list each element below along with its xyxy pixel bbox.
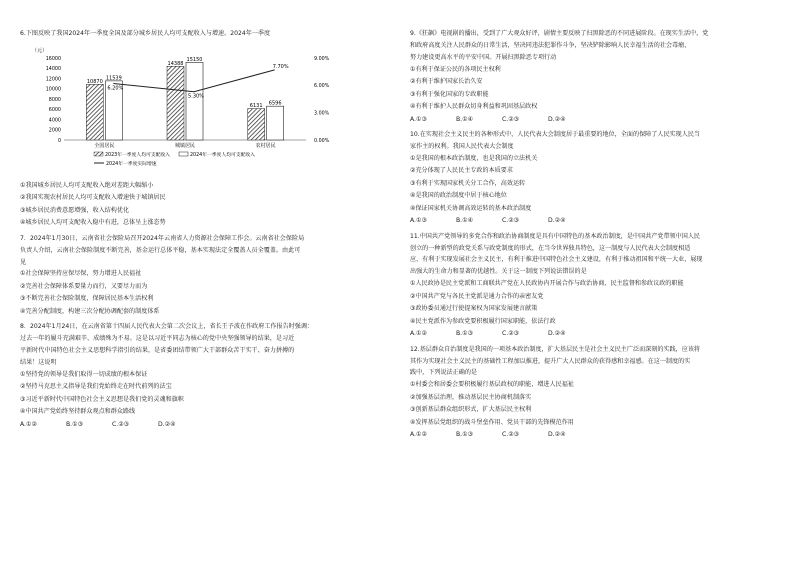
bar-2023	[248, 108, 265, 139]
q6-option-2[interactable]: ②我国实现农村居民人均可支配收入增速快于城镇居民	[20, 194, 166, 202]
category-label: 城镇居民	[174, 142, 196, 149]
q11-choice-c[interactable]: C.②③	[502, 330, 520, 338]
q6-option-3[interactable]: ③城乡居民消费意愿增强，收入结构优化	[20, 206, 130, 214]
y2-tick-label: 0.00%	[314, 138, 330, 144]
bar-2024-label: 15150	[186, 56, 203, 63]
bar-2023	[167, 66, 184, 140]
q8-stem-line-4: 结果！这说明	[20, 359, 57, 366]
q8-choice-b[interactable]: B.①③	[66, 420, 84, 428]
q10-option-5[interactable]: ④保证国家机关协调高效运转的基本政治制度	[410, 204, 532, 212]
question-11	[410, 231, 772, 341]
legend-2024: 2024年一季度人均可支配收入	[190, 152, 255, 158]
q10-option-1[interactable]: ①是我国的根本政治制度，也是我国的立法机关	[410, 154, 538, 162]
q8-choice-d[interactable]: D.②④	[158, 420, 176, 428]
q9-choices	[410, 114, 772, 126]
q10-choice-a[interactable]: A.①③	[410, 217, 427, 225]
q10-stem-line-2: 家作主的权利。我国人民代表大会制度	[410, 142, 514, 150]
growth-label: 7.70%	[272, 63, 289, 70]
q10-choice-d[interactable]: D.②④	[548, 217, 566, 225]
q11-option-3[interactable]: ③政协委员通过行使提案权为国家发展建言献策	[410, 305, 538, 313]
bar-2023	[86, 84, 103, 140]
q10-choices	[410, 215, 772, 227]
y-tick-label: 8000	[48, 97, 61, 103]
q11-choice-a[interactable]: A.①②	[410, 330, 427, 338]
category-label: 全国居民	[94, 142, 115, 149]
income-chart-svg	[24, 44, 330, 174]
q12-choice-b[interactable]: B.①③	[456, 431, 474, 439]
q7-stem-line-1: 7．2024年1月30日，云南省社会保险局召开2024年云南省人力资源社会保障工作会。云南省社会保险局	[20, 234, 305, 242]
bar-2024	[186, 62, 203, 140]
y-tick-label: 16000	[45, 56, 61, 62]
bar-2023-label: 6131	[249, 102, 263, 109]
y-tick-label: 12000	[45, 77, 61, 83]
y-axis-label: （元）	[32, 47, 48, 54]
q9-option-1[interactable]: ①有利于保证公民的各项民主权利	[410, 65, 501, 73]
q7-stem-line-3: 见	[20, 258, 27, 266]
q11-option-2[interactable]: ②中国共产党与各民主党派是通力合作的亲密友党	[410, 292, 544, 300]
question-10	[410, 129, 772, 228]
q12-option-1[interactable]: ①村委会和居委会要积极履行基层政权的职能，增进人民福祉	[410, 381, 574, 389]
bar-2023-label: 14388	[167, 60, 184, 67]
y2-tick-label: 9.00%	[314, 56, 330, 62]
question-8	[20, 321, 378, 431]
q8-choice-a[interactable]: A.①②	[20, 420, 37, 428]
q7-stem-line-2: 负责人介绍，云南社会保险制度不断完善，基金运行总体平稳，基本实现法定全覆盖人员全覆盖。由此可	[20, 246, 301, 254]
q11-stem-line-4: 出强大的生命力和显著的优越性。关于这一制度下列说法错误的是	[410, 268, 587, 276]
q7-option-1[interactable]: ①社会保障坚持应保尽保，努力增进人民福祉	[20, 270, 142, 278]
q12-stem-line-2: 其作为实现社会主义民主的基础性工程加以推进，提升广大人民群众的获得感和幸福感。在这一制度的实	[410, 357, 691, 365]
y2-tick-label: 6.00%	[314, 84, 330, 90]
q12-stem-line-1: 12.基层群众自治制度是我国的一项基本政治制度，扩大基层民主是社会主义民主广泛而深刻的实践，应该将	[410, 345, 701, 353]
q7-option-2[interactable]: ②完善社会保障体系要量力而行，又要尽力而为	[20, 282, 148, 290]
q8-choices	[20, 419, 378, 431]
q12-option-3[interactable]: ③创新基层群众组织形式，扩大基层民主权利	[410, 406, 532, 414]
q6-option-1[interactable]: ①我国城乡居民人均可支配收入绝对差距大幅缩小	[20, 181, 154, 189]
q10-option-2[interactable]: ②充分体现了人民民主专政的本质要求	[410, 167, 513, 175]
y-tick-label: 6000	[48, 107, 61, 113]
q9-option-2[interactable]: ②有利于维护国家长治久安	[410, 78, 483, 86]
q6-chart	[24, 44, 330, 174]
q6-option-4[interactable]: ④城乡居民人均可支配收入稳中有进，总体呈上涨态势	[20, 219, 166, 227]
q12-choice-a[interactable]: A.①②	[410, 431, 427, 439]
category-label: 农村居民	[255, 142, 276, 149]
q9-stem-line-3: 努力建设更高水平的平安中国。开展扫黑除恶专项行动	[410, 53, 557, 61]
bar-2024	[267, 106, 284, 140]
q9-choice-d[interactable]: D.②④	[548, 115, 566, 123]
question-12	[410, 344, 772, 442]
right-column	[410, 28, 772, 445]
question-9	[410, 28, 772, 126]
bar-2024-label: 6596	[268, 100, 282, 107]
q10-choice-c[interactable]: C.②③	[502, 217, 520, 225]
y-tick-label: 0	[57, 138, 61, 144]
left-column	[20, 28, 378, 434]
q11-option-1[interactable]: ①人民政协是民主党派和工商联共产党在人民政协内开展合作与政治协商、民主监督和参政议政的职能	[410, 280, 684, 288]
bar-2024-label: 11539	[105, 75, 122, 82]
q11-stem-line-3: 应，有利于实现发展社会主义民主，有利于推进中国特色社会主义建设，有利于推动祖国和平统一大业，展现	[410, 256, 703, 264]
q11-stem-line-2: 创立的一种新型的政党关系与政党制度的形式，在当今世界独具特色，这一制度与人民代表大会制度相适	[410, 244, 691, 252]
y-tick-label: 2000	[48, 128, 61, 134]
q9-choice-c[interactable]: C.②③	[502, 115, 520, 123]
q12-choice-c[interactable]: C.②③	[502, 431, 520, 439]
q8-option-1[interactable]: ①坚持党的领导是我们取得一切成绩的根本保证	[20, 370, 148, 378]
q8-stem-line-1: 8．2024年1月24日，在云南省第十四届人民代表大会第二次会议上，省长王予波在作政府工作报告时强调：	[20, 323, 314, 331]
q12-choices	[410, 429, 772, 441]
y-tick-label: 10000	[45, 87, 61, 93]
q7-option-3[interactable]: ③不断完善社会保险制度，保障居民基本生活权利	[20, 295, 154, 303]
y-tick-label: 14000	[45, 66, 61, 72]
growth-label: 5.30%	[188, 93, 204, 100]
q12-choice-d[interactable]: D.②④	[548, 431, 566, 439]
legend-growth: 2024年一季度实际增速	[106, 161, 157, 167]
q9-stem-line-1: 9.《狂飙》电视剧的播出，受到了广大观众好评，剧情主要反映了扫黑除恶的不同进展阶段。在现实生活中，党	[410, 30, 709, 37]
q9-option-3[interactable]: ③有利于强化国家的专政职能	[410, 90, 489, 98]
q9-choice-a[interactable]: A.①③	[410, 115, 427, 123]
q12-option-4[interactable]: ④发挥基层党组织的战斗堡垒作用、党员干部的先锋模范作用	[410, 418, 574, 426]
q9-option-4[interactable]: ④有利于维护人民群众切身利益和巩固基层政权	[410, 103, 538, 111]
bar-2023-label: 10870	[86, 78, 103, 85]
legend-2023: 2023年一季度人均可支配收入	[105, 152, 170, 158]
question-7	[20, 233, 378, 319]
q10-stem-line-1: 10.在实现社会主义民主的各种形式中，人民代表大会制度居于最重要的地位，全面的保障了人民实现人民当	[410, 131, 701, 139]
q8-option-4[interactable]: ④中国共产党始终坚持群众观点和群众路线	[20, 408, 136, 416]
q8-stem-line-2: 过去一年的履斗充满艰辛、成绩殊为不易。这是以习近平同志为核心的党中央坚强领导的结果，是习近	[20, 335, 295, 343]
q8-option-3[interactable]: ③习近平新时代中国特色社会主义思想是我们党的灵魂和旗帜	[20, 395, 184, 403]
q8-choice-c[interactable]: C.②③	[112, 420, 130, 428]
q10-choice-b[interactable]: B.①④	[456, 217, 474, 225]
q7-option-4[interactable]: ④完善分配制度，构建三次分配协调配套的制度体系	[20, 307, 160, 315]
q9-choice-b[interactable]: B.①④	[456, 115, 474, 123]
q11-choice-d[interactable]: D.②④	[548, 330, 566, 338]
q12-stem-line-3: 践中，下列说法正确的是	[410, 369, 478, 377]
q11-stem-line-1: 11.中国共产党领导的多党合作和政治协商制度是具有中国特色的基本政治制度，是中国共产党带领中国人民	[410, 232, 701, 240]
legend-swatch-2024	[179, 152, 188, 156]
q11-choice-b[interactable]: B.①③	[456, 330, 474, 338]
q6-stem: 6.下图反映了我国2024年一季度全国及部分城乡居民人均可支配收入与增速。2024年一季度	[20, 30, 271, 37]
y2-tick-label: 3.00%	[314, 111, 330, 117]
growth-label: 6.20%	[107, 85, 124, 92]
q8-option-2[interactable]: ②坚持马克思主义指导是我们党始终走在时代前列的法宝	[20, 383, 172, 391]
y-tick-label: 4000	[48, 118, 61, 124]
question-6	[20, 28, 378, 230]
q11-choices	[410, 328, 772, 340]
q11-option-4[interactable]: ④民主党派作为参政党要积极履行国家职能，依法行政	[410, 317, 556, 325]
q10-option-4[interactable]: ④是我国的政治制度中居于核心地位	[410, 192, 507, 200]
legend-swatch-2023	[94, 152, 103, 156]
q10-option-3[interactable]: ③有利于实现国家机关分工合作，高效运转	[410, 179, 526, 187]
q12-option-2[interactable]: ②加强基层治理，推动基层民主协商机制落实	[410, 393, 532, 401]
q8-stem-line-3: 平新时代中国特色社会主义思想科学指引的结果，是省委团结带领广大干部群众苦干实干、奋力拼搏的	[20, 347, 295, 355]
q9-stem-line-2: 和政府高度关注人民群众的日常生活，坚决同违法犯罪作斗争，坚决铲除影响人民幸福生活的社会毒瘤，	[410, 41, 691, 49]
